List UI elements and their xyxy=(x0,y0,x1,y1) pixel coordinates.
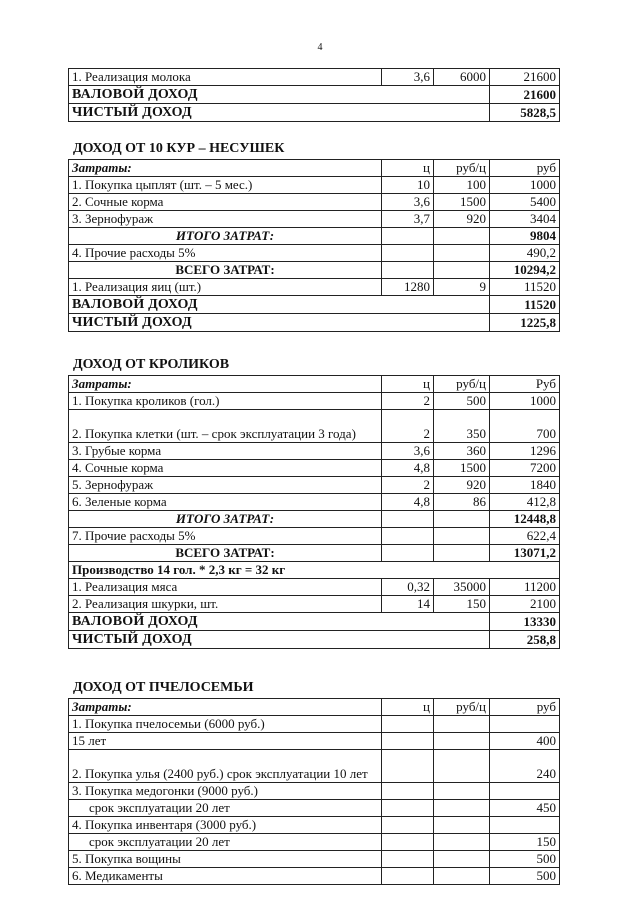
empty-cell xyxy=(434,868,490,885)
table-header-row xyxy=(69,160,560,177)
row-sum: 11200 xyxy=(490,579,560,596)
header-costs: Затраты: xyxy=(69,699,382,716)
header-sum: Руб xyxy=(490,376,560,393)
table-row xyxy=(69,631,560,649)
row-sum: 240 xyxy=(490,750,560,783)
total-costs-label: ВСЕГО ЗАТРАТ: xyxy=(69,262,382,279)
row-name: 1. Покупка кроликов (гол.) xyxy=(69,393,382,410)
empty-cell xyxy=(382,262,434,279)
row-sum: 622,4 xyxy=(490,528,560,545)
row-sum: 1000 xyxy=(490,177,560,194)
section-title-rabbits: ДОХОД ОТ КРОЛИКОВ xyxy=(73,357,230,372)
header-quantity: ц xyxy=(382,376,434,393)
empty-cell xyxy=(434,262,490,279)
row-quantity: 2 xyxy=(382,410,434,443)
gross-income-label: ВАЛОВОЙ ДОХОД xyxy=(69,613,490,631)
table-row xyxy=(69,613,560,631)
table-row xyxy=(69,733,560,750)
gross-income-label: ВАЛОВОЙ ДОХОД xyxy=(69,86,490,104)
row-quantity: 2 xyxy=(382,477,434,494)
bees-income-table xyxy=(68,698,560,885)
row-name: 3. Покупка медогонки (9000 руб.) xyxy=(69,783,382,800)
header-price: руб/ц xyxy=(434,699,490,716)
table-row xyxy=(69,460,560,477)
row-price: 35000 xyxy=(434,579,490,596)
row-price: 920 xyxy=(434,477,490,494)
row-price: 1500 xyxy=(434,460,490,477)
empty-cell xyxy=(434,800,490,817)
row-quantity: 14 xyxy=(382,596,434,613)
total-costs-value: 13071,2 xyxy=(490,545,560,562)
row-sum: 500 xyxy=(490,868,560,885)
header-price: руб/ц xyxy=(434,376,490,393)
row-price: 6000 xyxy=(434,69,490,86)
row-name: 1. Реализация яиц (шт.) xyxy=(69,279,382,296)
empty-cell xyxy=(434,750,490,783)
empty-cell xyxy=(434,834,490,851)
hens-income-table xyxy=(68,159,560,332)
row-price: 86 xyxy=(434,494,490,511)
rabbits-income-table xyxy=(68,375,560,649)
table-row xyxy=(69,834,560,851)
empty-cell xyxy=(434,783,490,800)
row-quantity: 4,8 xyxy=(382,460,434,477)
table-row xyxy=(69,443,560,460)
row-quantity: 3,6 xyxy=(382,69,434,86)
table-row xyxy=(69,545,560,562)
row-sum: 5400 xyxy=(490,194,560,211)
table-row xyxy=(69,314,560,332)
subtotal-label: ИТОГО ЗАТРАТ: xyxy=(69,228,382,245)
row-quantity: 10 xyxy=(382,177,434,194)
net-income-label: ЧИСТЫЙ ДОХОД xyxy=(69,314,490,332)
section-title-hens: ДОХОД ОТ 10 КУР – НЕСУШЕК xyxy=(73,141,285,156)
empty-cell xyxy=(382,245,434,262)
row-name: 15 лет xyxy=(69,733,382,750)
empty-cell xyxy=(434,733,490,750)
row-price: 350 xyxy=(434,410,490,443)
table-row xyxy=(69,245,560,262)
row-name: 1. Покупка пчелосемьи (6000 руб.) xyxy=(69,716,382,733)
row-price: 920 xyxy=(434,211,490,228)
row-name: 5. Покупка вощины xyxy=(69,851,382,868)
empty-cell xyxy=(434,511,490,528)
empty-cell xyxy=(382,733,434,750)
row-name: 6. Медикаменты xyxy=(69,868,382,885)
row-name: 3. Зернофураж xyxy=(69,211,382,228)
row-price: 9 xyxy=(434,279,490,296)
empty-cell xyxy=(382,817,434,834)
empty-cell xyxy=(382,228,434,245)
row-name: 2. Реализация шкурки, шт. xyxy=(69,596,382,613)
row-quantity: 4,8 xyxy=(382,494,434,511)
table-row xyxy=(69,528,560,545)
gross-income-value: 11520 xyxy=(490,296,560,314)
row-name: 6. Зеленые корма xyxy=(69,494,382,511)
header-price: руб/ц xyxy=(434,160,490,177)
table-row xyxy=(69,69,560,86)
table-row xyxy=(69,579,560,596)
empty-cell xyxy=(382,528,434,545)
row-name: 5. Зернофураж xyxy=(69,477,382,494)
row-price: 360 xyxy=(434,443,490,460)
empty-cell xyxy=(434,817,490,834)
table-row xyxy=(69,104,560,122)
row-quantity: 3,6 xyxy=(382,443,434,460)
table-row xyxy=(69,783,560,800)
empty-cell xyxy=(434,716,490,733)
row-sum: 11520 xyxy=(490,279,560,296)
row-name: срок эксплуатации 20 лет xyxy=(69,834,382,851)
row-sum: 500 xyxy=(490,851,560,868)
row-sum: 21600 xyxy=(490,69,560,86)
row-name: 1. Реализация мяса xyxy=(69,579,382,596)
empty-cell xyxy=(382,716,434,733)
table-row xyxy=(69,851,560,868)
empty-cell xyxy=(434,245,490,262)
net-income-value: 258,8 xyxy=(490,631,560,649)
gross-income-value: 21600 xyxy=(490,86,560,104)
row-sum: 3404 xyxy=(490,211,560,228)
row-name: срок эксплуатации 20 лет xyxy=(69,800,382,817)
row-sum: 450 xyxy=(490,800,560,817)
row-name: 1. Реализация молока xyxy=(69,69,382,86)
table-row xyxy=(69,596,560,613)
row-quantity: 3,6 xyxy=(382,194,434,211)
table-row xyxy=(69,511,560,528)
empty-cell xyxy=(382,800,434,817)
table-header-row xyxy=(69,376,560,393)
empty-cell xyxy=(382,545,434,562)
empty-cell xyxy=(434,228,490,245)
row-quantity: 2 xyxy=(382,393,434,410)
row-sum: 1296 xyxy=(490,443,560,460)
page-number: 4 xyxy=(317,42,323,53)
row-sum: 1000 xyxy=(490,393,560,410)
row-name: 3. Грубые корма xyxy=(69,443,382,460)
table-row xyxy=(69,410,560,443)
empty-cell xyxy=(490,817,560,834)
row-name: 4. Прочие расходы 5% xyxy=(69,245,382,262)
net-income-value: 5828,5 xyxy=(490,104,560,122)
row-name: 2. Покупка клетки (шт. – срок эксплуатации 3 года) xyxy=(69,410,382,443)
subtotal-label: ИТОГО ЗАТРАТ: xyxy=(69,511,382,528)
header-quantity: ц xyxy=(382,160,434,177)
empty-cell xyxy=(382,511,434,528)
empty-cell xyxy=(382,851,434,868)
row-price: 500 xyxy=(434,393,490,410)
table-row xyxy=(69,562,560,579)
table-row xyxy=(69,228,560,245)
row-name: 2. Сочные корма xyxy=(69,194,382,211)
gross-income-value: 13330 xyxy=(490,613,560,631)
table-row xyxy=(69,211,560,228)
header-costs: Затраты: xyxy=(69,160,382,177)
row-sum: 7200 xyxy=(490,460,560,477)
production-note: Производство 14 гол. * 2,3 кг = 32 кг xyxy=(69,562,560,579)
header-quantity: ц xyxy=(382,699,434,716)
subtotal-value: 9804 xyxy=(490,228,560,245)
row-sum: 412,8 xyxy=(490,494,560,511)
row-quantity: 3,7 xyxy=(382,211,434,228)
total-costs-value: 10294,2 xyxy=(490,262,560,279)
row-price: 150 xyxy=(434,596,490,613)
row-name: 4. Покупка инвентаря (3000 руб.) xyxy=(69,817,382,834)
table-row xyxy=(69,494,560,511)
row-name: 1. Покупка цыплят (шт. – 5 мес.) xyxy=(69,177,382,194)
total-costs-label: ВСЕГО ЗАТРАТ: xyxy=(69,545,382,562)
table-row xyxy=(69,817,560,834)
empty-cell xyxy=(382,834,434,851)
row-name: 4. Сочные корма xyxy=(69,460,382,477)
table-row xyxy=(69,393,560,410)
row-name: 7. Прочие расходы 5% xyxy=(69,528,382,545)
empty-cell xyxy=(434,545,490,562)
empty-cell xyxy=(434,528,490,545)
row-quantity: 0,32 xyxy=(382,579,434,596)
row-sum: 700 xyxy=(490,410,560,443)
header-costs: Затраты: xyxy=(69,376,382,393)
table-header-row xyxy=(69,699,560,716)
row-sum: 400 xyxy=(490,733,560,750)
gross-income-label: ВАЛОВОЙ ДОХОД xyxy=(69,296,490,314)
table-row xyxy=(69,262,560,279)
row-sum: 150 xyxy=(490,834,560,851)
table-row xyxy=(69,86,560,104)
empty-cell xyxy=(490,783,560,800)
empty-cell xyxy=(382,868,434,885)
empty-cell xyxy=(382,783,434,800)
row-price: 100 xyxy=(434,177,490,194)
subtotal-value: 12448,8 xyxy=(490,511,560,528)
table-row xyxy=(69,177,560,194)
milk-income-table xyxy=(68,68,560,122)
row-sum: 2100 xyxy=(490,596,560,613)
empty-cell xyxy=(382,750,434,783)
header-sum: руб xyxy=(490,699,560,716)
table-row xyxy=(69,279,560,296)
net-income-label: ЧИСТЫЙ ДОХОД xyxy=(69,104,490,122)
net-income-label: ЧИСТЫЙ ДОХОД xyxy=(69,631,490,649)
row-sum: 490,2 xyxy=(490,245,560,262)
table-row xyxy=(69,194,560,211)
table-row xyxy=(69,716,560,733)
table-row xyxy=(69,296,560,314)
table-row xyxy=(69,868,560,885)
section-title-bees: ДОХОД ОТ ПЧЕЛОСЕМЬИ xyxy=(73,680,254,695)
empty-cell xyxy=(490,716,560,733)
header-sum: руб xyxy=(490,160,560,177)
row-sum: 1840 xyxy=(490,477,560,494)
table-row xyxy=(69,800,560,817)
row-price: 1500 xyxy=(434,194,490,211)
net-income-value: 1225,8 xyxy=(490,314,560,332)
row-quantity: 1280 xyxy=(382,279,434,296)
table-row xyxy=(69,750,560,783)
row-name: 2. Покупка улья (2400 руб.) срок эксплуатации 10 лет xyxy=(69,750,382,783)
table-row xyxy=(69,477,560,494)
empty-cell xyxy=(434,851,490,868)
